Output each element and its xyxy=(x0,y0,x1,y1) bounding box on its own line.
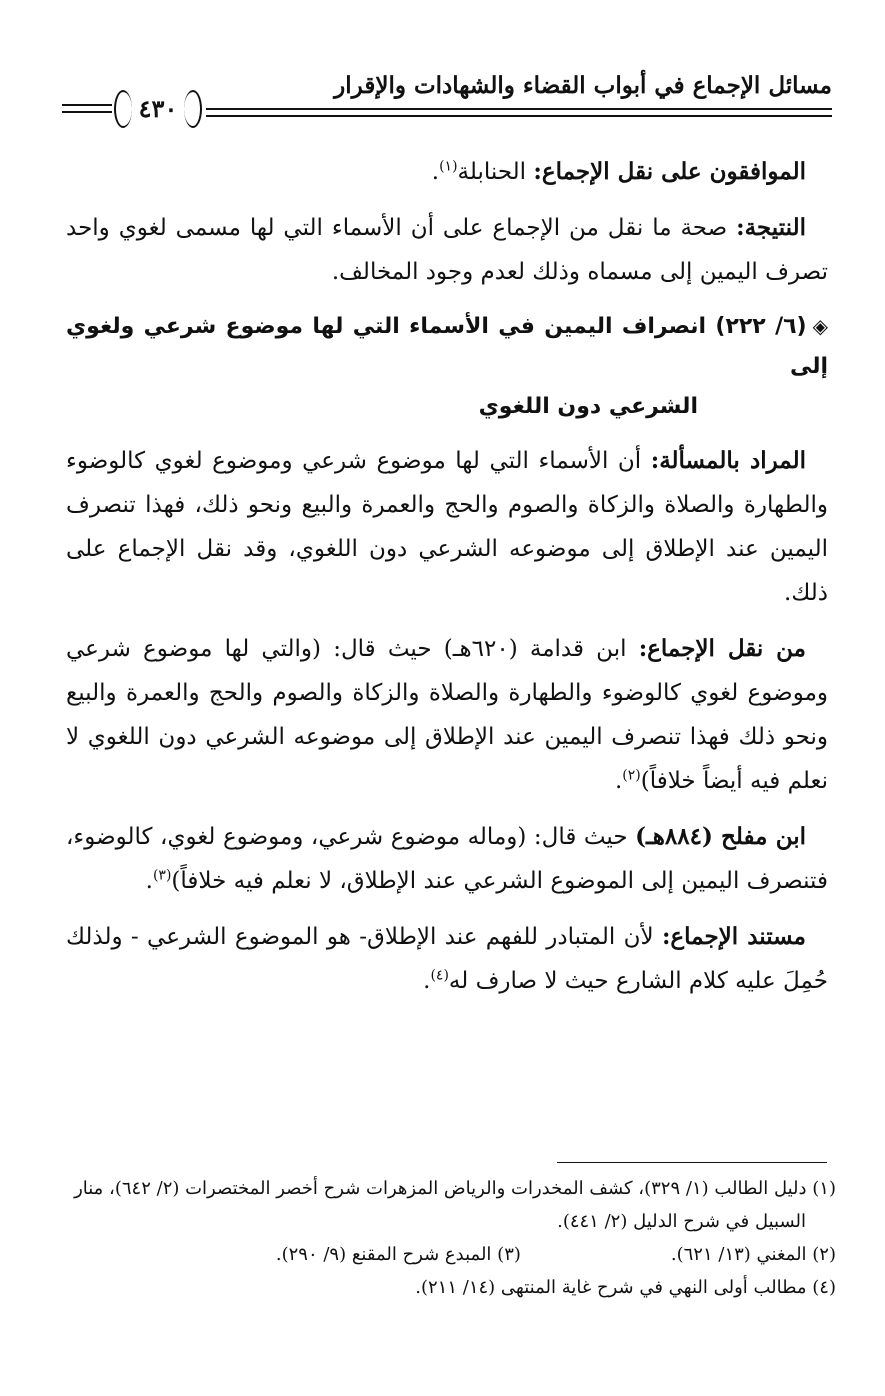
paragraph-meaning xyxy=(66,439,828,615)
paragraph-text: أن الأسماء التي لها موضوع شرعي وموضوع لغوي كالوضوء والطهارة والصلاة والزكاة والصوم والحج والعمرة والبيع ونحو ذلك، فهذا تنصرف اليمين عند الإطلاق إلى موضوعه الشرعي دون اللغوي، وقد نقل الإجماع على ذلك. xyxy=(66,448,828,606)
paragraph-lead: النتيجة: xyxy=(736,214,806,241)
diamond-bullet-icon: ◈ xyxy=(812,314,828,338)
running-title: مسائل الإجماع في أبواب القضاء والشهادات والإقرار xyxy=(334,72,832,99)
paragraph-text: ابن قدامة (٦٢٠هـ) حيث قال: (والتي لها موضوع شرعي وموضوع لغوي كالوضوء والطهارة والصلاة والزكاة والصوم والحج والعمرة والبيع ونحو ذلك فهذا تنصرف اليمين عند الإطلاق إلى موضوعه الشرعي دون اللغوي لا نعلم فيه أيضاً خلافاً) xyxy=(66,636,828,794)
heading-line-2: الشرعي دون اللغوي xyxy=(478,394,698,419)
footnote-row xyxy=(66,1238,836,1271)
paragraph-end: . xyxy=(431,159,440,185)
paragraph-transmitters xyxy=(66,627,828,803)
paragraph-text: حيث قال: (وماله موضوع شرعي، وموضوع لغوي، كالوضوء، فتنصرف اليمين إلى الموضوع الشرعي عند الإطلاق، لا نعلم فيه خلافاً) xyxy=(66,824,828,894)
footnote-2: (٢) المغني (١٣/ ٦٢١). xyxy=(670,1244,836,1265)
paragraph-agreeing-parties xyxy=(66,150,828,194)
paragraph-lead: ابن مفلح (٨٨٤هـ) xyxy=(635,823,806,850)
paragraph-basis xyxy=(66,915,828,1003)
paragraph-lead: من نقل الإجماع: xyxy=(638,635,807,662)
header-rule-left xyxy=(62,104,112,113)
paragraph-text: الحنابلة xyxy=(457,159,527,185)
paragraph-end: . xyxy=(423,968,431,994)
heading-line-1 xyxy=(66,306,828,387)
page-number-ornament xyxy=(114,88,202,128)
paragraph-end: . xyxy=(145,868,153,894)
page-header xyxy=(62,72,832,136)
footnote-1: (١) دليل الطالب (١/ ٣٢٩)، كشف المخدرات والرياض المزهرات شرح أخصر المختصرات (٢/ ٦٤٢)، منار السبيل في شرح الدليل (٢/ ٤٤١). xyxy=(74,1178,836,1232)
body-text xyxy=(66,150,828,1015)
paragraph-text: لأن المتبادر للفهم عند الإطلاق- هو الموضوع الشرعي - ولذلك حُمِلَ عليه كلام الشارع حيث لا صارف له xyxy=(66,924,828,994)
footnote-separator xyxy=(557,1162,827,1163)
footnote-ref: (٣) xyxy=(152,867,172,884)
paragraph-text: صحة ما نقل من الإجماع على أن الأسماء التي لها مسمى لغوي واحد تصرف اليمين إلى مسماه وذلك لعدم وجود المخالف. xyxy=(66,215,828,285)
heading-text-1: (٦/ ٢٢٢) انصراف اليمين في الأسماء التي لها موضوع شرعي ولغوي إلى xyxy=(66,314,828,379)
paragraph-lead: مستند الإجماع: xyxy=(661,923,807,950)
footnote-4: (٤) مطالب أولى النهي في شرح غاية المنتهى (١٤/ ٢١١). xyxy=(415,1277,836,1298)
footnotes xyxy=(66,1172,836,1304)
paragraph-ibn-muflih xyxy=(66,815,828,903)
section-heading xyxy=(66,306,828,427)
footnote-ref: (١) xyxy=(439,158,458,175)
header-rule-right xyxy=(206,108,832,117)
paragraph-lead: المراد بالمسألة: xyxy=(650,447,807,474)
page-number: ٤٣٠ xyxy=(138,93,178,123)
footnote-3: (٣) المبدع شرح المقنع (٩/ ٢٩٠). xyxy=(275,1244,521,1265)
footnote-ref: (٤) xyxy=(430,967,449,984)
paragraph-result xyxy=(66,206,828,294)
paragraph-lead: الموافقون على نقل الإجماع: xyxy=(533,158,806,185)
footnote-ref: (٢) xyxy=(622,767,641,784)
paragraph-end: . xyxy=(614,768,623,794)
